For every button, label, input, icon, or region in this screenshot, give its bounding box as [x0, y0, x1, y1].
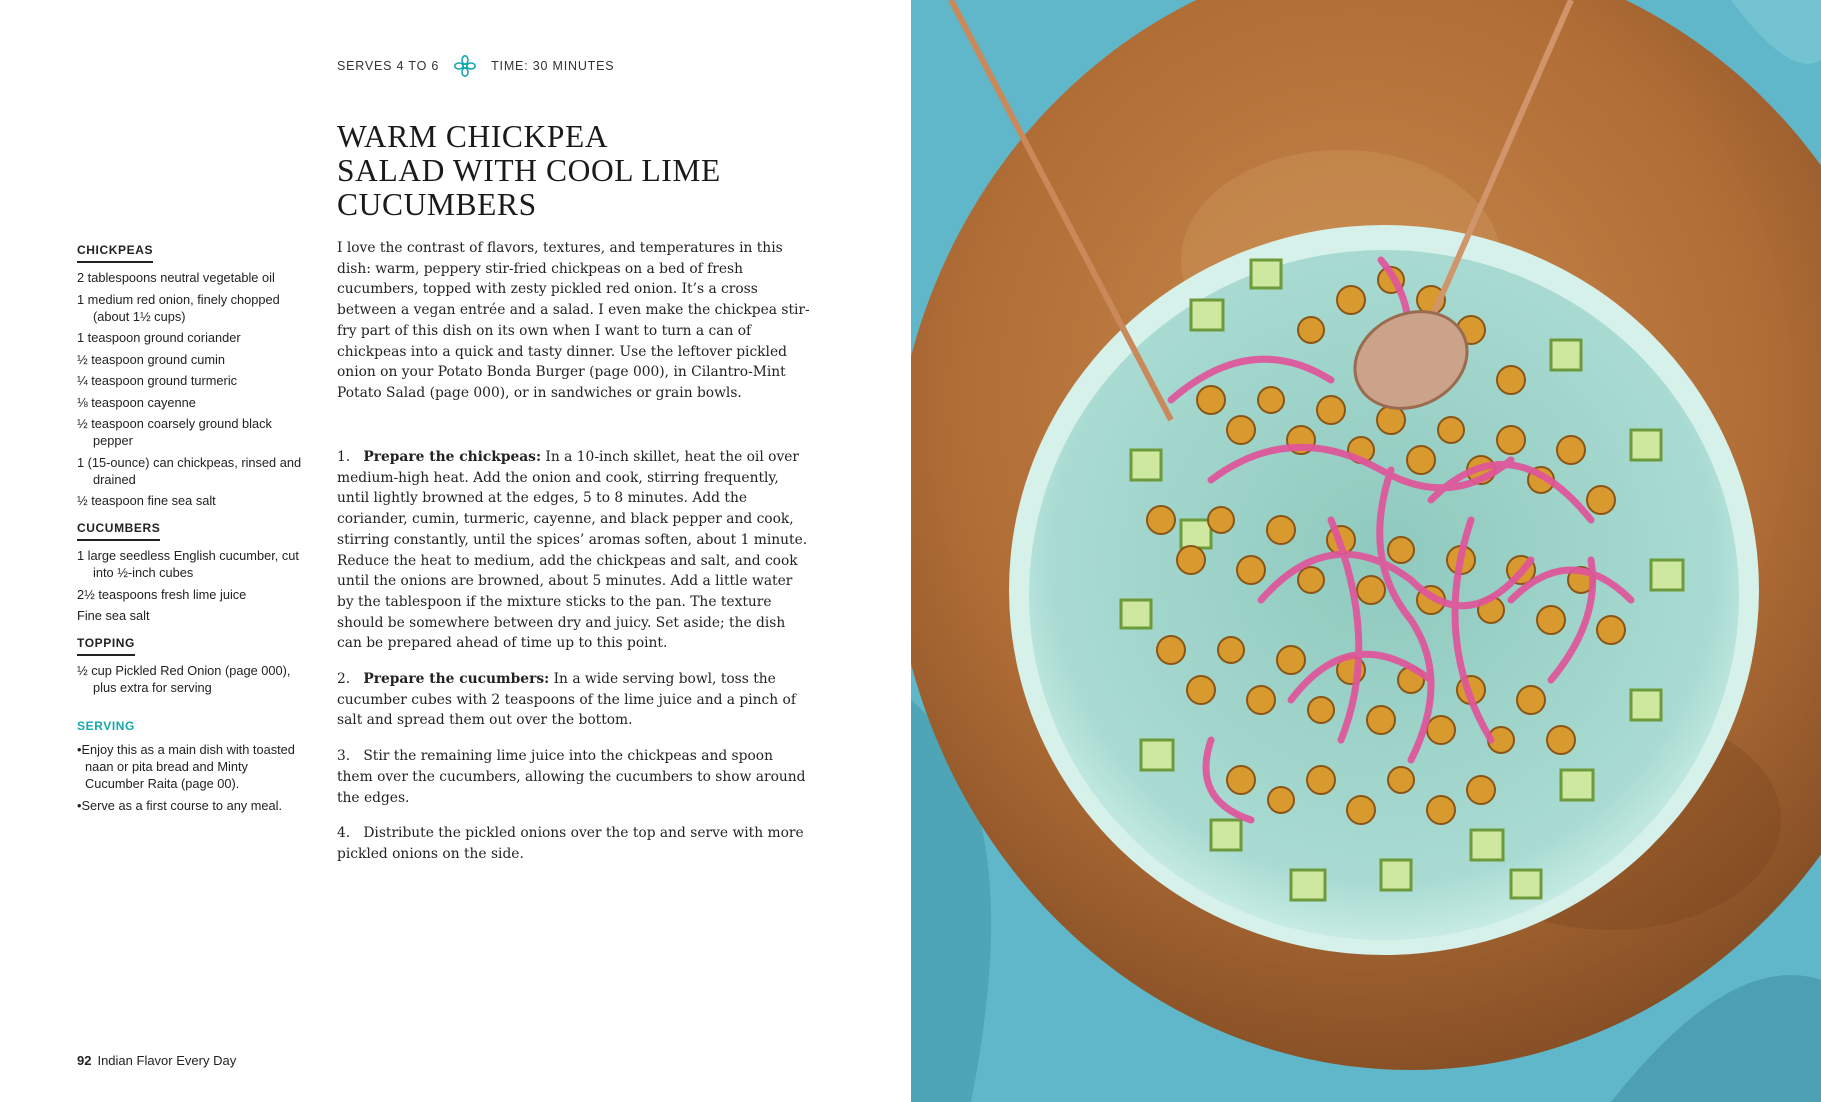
recipe-meta: [337, 54, 614, 78]
serving-item: •Enjoy this as a main dish with toasted naan or pita bread and Minty Cucumber Raita (page 00).: [77, 742, 295, 791]
chickpeas-ingredients: [77, 269, 302, 509]
ingredient-item: ¼ teaspoon ground turmeric: [77, 373, 238, 388]
ingredient-item: 1 large seedless English cucumber, cut into ½-inch cubes: [77, 548, 299, 580]
title-line-1: WARM CHICKPEA: [337, 119, 609, 154]
serving-item: •Serve as a first course to any meal.: [77, 797, 283, 813]
title-line-3: CUCUMBERS: [337, 187, 537, 222]
ingredient-item: ½ teaspoon fine sea salt: [77, 493, 216, 508]
title-line-2: SALAD WITH COOL LIME: [337, 153, 721, 188]
serves-label: SERVES 4 TO 6: [337, 59, 440, 73]
chickpeas-heading: CHICKPEAS: [77, 242, 153, 263]
recipe-steps: [337, 447, 812, 880]
ingredient-item: 1 (15-ounce) can chickpeas, rinsed and drained: [77, 454, 302, 487]
cucumbers-ingredients: [77, 547, 302, 624]
cucumbers-heading: CUCUMBERS: [77, 520, 160, 541]
ingredient-item: 2 tablespoons neutral vegetable oil: [77, 270, 275, 285]
time-label: TIME: 30 MINUTES: [491, 59, 615, 73]
step-1: 1. Prepare the chickpeas: In a 10-inch skillet, heat the oil over medium-high heat. Add the onion and cook, stirring frequently, until lightly browned at the edges, 5 to 8 minutes. Add the coriander, cumin, turmeric, cayenne, and black pepper and cook, stirring constantly, until the spices’ aromas soften, about 1 minute. Reduce the heat to medium, add the chickpeas and salt, and cook until the onions are browned, about 5 minutes. Add a little water by the tablespoon if the mixture sticks to the pan. The texture should be somewhere between dry and juicy. Set aside; the dish can be prepared ahead of time up to this point.: [337, 449, 808, 652]
step-2: 2. Prepare the cucumbers: In a wide serving bowl, toss the cucumber cubes with 2 teaspoons of the lime juice and a pinch of salt and spread them out over the bottom.: [337, 671, 796, 729]
topping-heading: TOPPING: [77, 635, 135, 656]
recipe-intro: I love the contrast of flavors, textures, and temperatures in this dish: warm, peppery stir-fried chickpeas on a bed of fresh cucumbers, topped with zesty pickled red onion. It’s a cross between a vegan entrée and a salad. I even make the chickpea stir-fry part of this dish on its own when I want to turn a can of chickpeas into a quick and tasty dinner. Use the leftover pickled onion on your Potato Bonda Burger (page 000), in Cilantro-Mint Potato Salad (page 000), or in sandwiches or grain bowls.: [337, 240, 810, 401]
recipe-photo: [911, 0, 1821, 1102]
page-footer: [77, 1053, 236, 1068]
topping-ingredients: [77, 662, 302, 696]
ingredients-sidebar: [77, 241, 302, 818]
ingredient-item: 1 medium red onion, finely chopped (about 1½ cups): [77, 291, 280, 324]
ingredient-item: ½ teaspoon coarsely ground black pepper: [77, 416, 272, 448]
salad-illustration: [911, 0, 1821, 1102]
ingredient-item: ⅛ teaspoon cayenne: [77, 394, 196, 410]
serving-suggestions: [77, 741, 302, 814]
ingredient-item: 1 teaspoon ground coriander: [77, 330, 241, 345]
ingredient-item: ½ cup Pickled Red Onion (page 000), plus extra for serving: [77, 663, 291, 695]
recipe-title: [337, 120, 817, 222]
flower-icon: [453, 54, 477, 78]
book-title: Indian Flavor Every Day: [97, 1053, 237, 1068]
ingredient-item: Fine sea salt: [77, 608, 150, 623]
ingredient-item: 2½ teaspoons fresh lime juice: [77, 586, 247, 602]
serving-heading: SERVING: [77, 719, 135, 733]
ingredient-item: ½ teaspoon ground cumin: [77, 351, 225, 367]
page-number: 92: [77, 1053, 92, 1068]
step-4: 4. Distribute the pickled onions over the top and serve with more pickled onions on the side.: [337, 825, 804, 862]
step-3: 3. Stir the remaining lime juice into the chickpeas and spoon them over the cucumbers, allowing the cucumbers to show around the edges.: [337, 748, 806, 806]
